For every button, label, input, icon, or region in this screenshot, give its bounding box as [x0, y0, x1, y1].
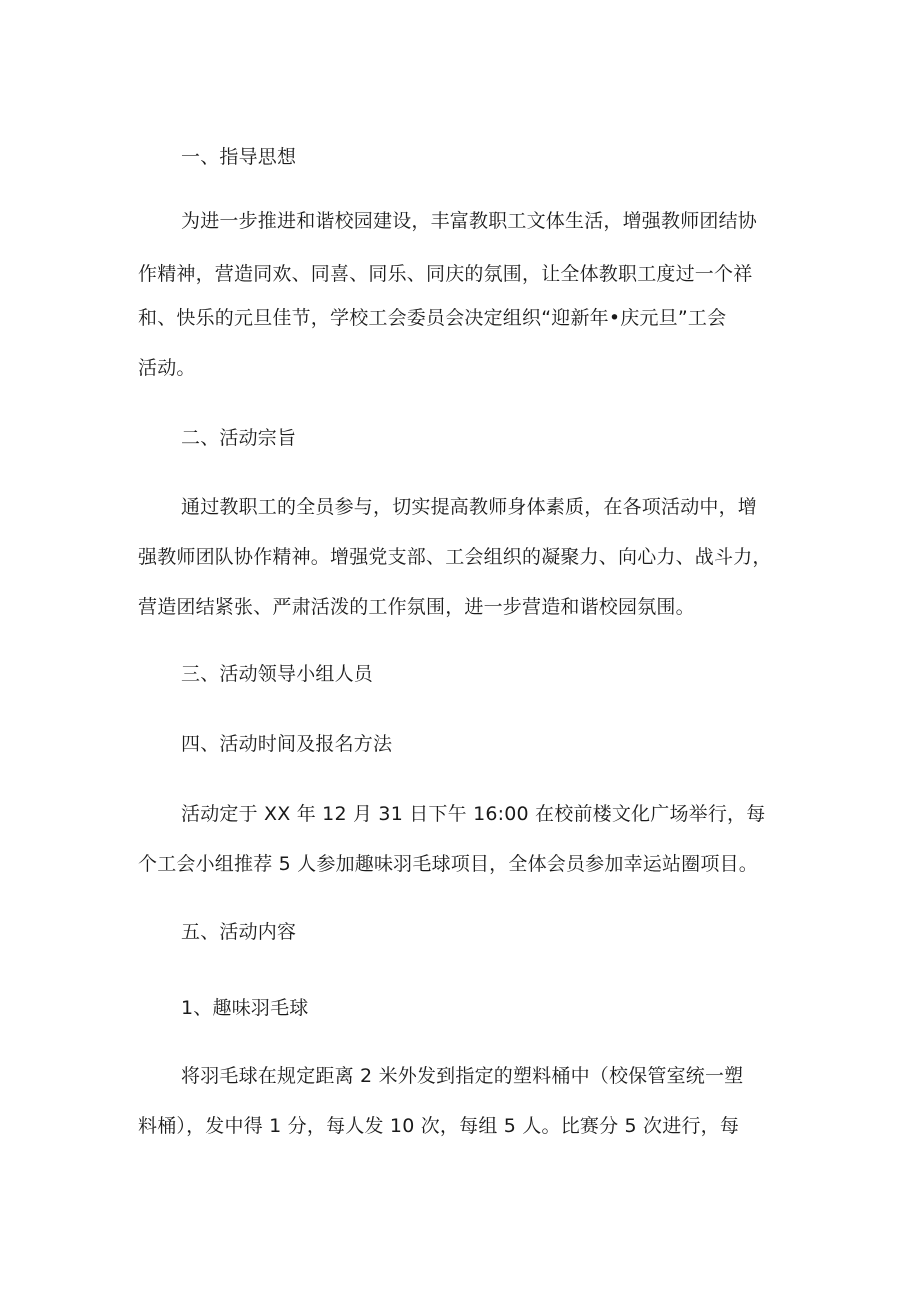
paragraph-line: 强教师团队协作精神。增强党支部、工会组织的凝聚力、向心力、战斗力， [138, 546, 772, 568]
section-heading-leadership-group: 三、活动领导小组人员 [181, 663, 374, 685]
paragraph-line: 作精神，营造同欢、同喜、同乐、同庆的氛围，让全体教职工度过一个祥 [138, 263, 753, 285]
section-heading-guiding-ideology: 一、指导思想 [181, 146, 297, 168]
paragraph-line: 营造团结紧张、严肃活泼的工作氛围，进一步营造和谐校园氛围。 [138, 596, 695, 618]
subsection-heading-badminton: 1、趣味羽毛球 [181, 997, 309, 1019]
paragraph-line: 将羽毛球在规定距离 2 米外发到指定的塑料桶中（校保管室统一塑 [181, 1065, 744, 1087]
paragraph-line: 和、快乐的元旦佳节，学校工会委员会决定组织“迎新年•庆元旦”工会 [138, 307, 727, 329]
paragraph-line: 活动。 [138, 357, 196, 379]
paragraph-line: 通过教职工的全员参与，切实提高教师身体素质，在各项活动中，增 [181, 496, 758, 518]
paragraph-line: 活动定于 XX 年 12 月 31 日下午 16:00 在校前楼文化广场举行，每 [181, 803, 766, 825]
section-heading-purpose: 二、活动宗旨 [181, 427, 297, 449]
section-heading-activity-content: 五、活动内容 [181, 921, 297, 943]
paragraph-line: 为进一步推进和谐校园建设，丰富教职工文体生活，增强教师团结协 [181, 210, 758, 232]
section-heading-time-and-registration: 四、活动时间及报名方法 [181, 733, 393, 755]
paragraph-line: 料桶），发中得 1 分，每人发 10 次，每组 5 人。比赛分 5 次进行，每 [138, 1115, 740, 1137]
paragraph-line: 个工会小组推荐 5 人参加趣味羽毛球项目，全体会员参加幸运站圈项目。 [138, 853, 758, 875]
